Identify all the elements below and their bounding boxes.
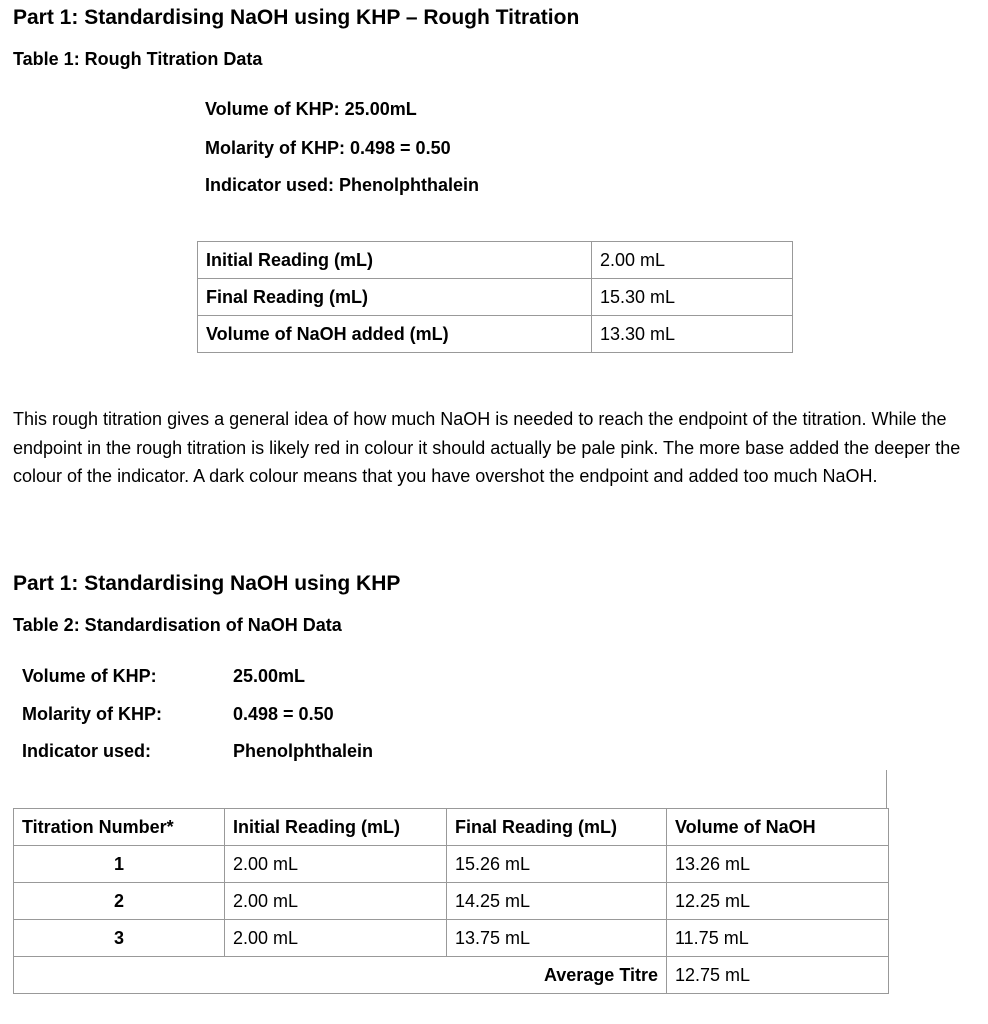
header-final-reading: Final Reading (mL): [447, 809, 667, 846]
final-reading: 14.25 mL: [447, 883, 667, 920]
table2-caption: Table 2: Standardisation of NaOH Data: [13, 615, 342, 635]
row-label: Final Reading (mL): [198, 279, 592, 316]
initial-reading: 2.00 mL: [225, 883, 447, 920]
row-label: Volume of NaOH added (mL): [198, 316, 592, 353]
table-row: [14, 920, 889, 957]
initial-reading: 2.00 mL: [225, 920, 447, 957]
titration-number: 3: [14, 920, 225, 957]
table-row: [14, 846, 889, 883]
section2-title: Part 1: Standardising NaOH using KHP: [13, 572, 401, 595]
indicator-info: Indicator used: Phenolphthalein: [205, 175, 480, 195]
row-value: 2.00 mL: [592, 242, 793, 279]
table-row: [198, 279, 793, 316]
titration-number: 1: [14, 846, 225, 883]
khp-molarity-info: Molarity of KHP: 0.498 = 0.50: [205, 138, 451, 158]
row-value: 13.30 mL: [592, 316, 793, 353]
table-row: [198, 242, 793, 279]
table-header-row: [14, 809, 889, 846]
table-border-line: [886, 770, 887, 808]
header-volume-naoh: Volume of NaOH: [667, 809, 889, 846]
indicator-label: Indicator used:: [22, 741, 152, 761]
khp-volume-label: Volume of KHP:: [22, 666, 157, 686]
volume-naoh: 12.25 mL: [667, 883, 889, 920]
final-reading: 13.75 mL: [447, 920, 667, 957]
table1-caption: Table 1: Rough Titration Data: [13, 49, 263, 69]
initial-reading: 2.00 mL: [225, 846, 447, 883]
row-label: Initial Reading (mL): [198, 242, 592, 279]
table-row: [14, 883, 889, 920]
table-row: [198, 316, 793, 353]
standardisation-table: [13, 808, 889, 994]
header-titration-number: Titration Number*: [14, 809, 225, 846]
titration-number: 2: [14, 883, 225, 920]
indicator-value: Phenolphthalein: [233, 741, 374, 761]
final-reading: 15.26 mL: [447, 846, 667, 883]
volume-naoh: 13.26 mL: [667, 846, 889, 883]
header-initial-reading: Initial Reading (mL): [225, 809, 447, 846]
average-titre-label: Average Titre: [14, 957, 667, 994]
average-titre-value: 12.75 mL: [667, 957, 889, 994]
average-row: [14, 957, 889, 994]
volume-naoh: 11.75 mL: [667, 920, 889, 957]
khp-volume-value: 25.00mL: [233, 666, 306, 686]
khp-molarity-label: Molarity of KHP:: [22, 704, 163, 724]
rough-titration-table: [197, 241, 793, 353]
explanation-paragraph: This rough titration gives a general idea of how much NaOH is needed to reach the endpoint of the titration. While the endpoint in the rough titration is likely red in colour it should actually be pale pink. The more base added the deeper the colour of the indicator. A dark colour means that you have overshot the endpoint and added too much NaOH.: [13, 409, 961, 486]
khp-volume-info: Volume of KHP: 25.00mL: [205, 99, 417, 119]
section1-title: Part 1: Standardising NaOH using KHP – Rough Titration: [13, 6, 580, 29]
row-value: 15.30 mL: [592, 279, 793, 316]
khp-molarity-value: 0.498 = 0.50: [233, 704, 334, 724]
